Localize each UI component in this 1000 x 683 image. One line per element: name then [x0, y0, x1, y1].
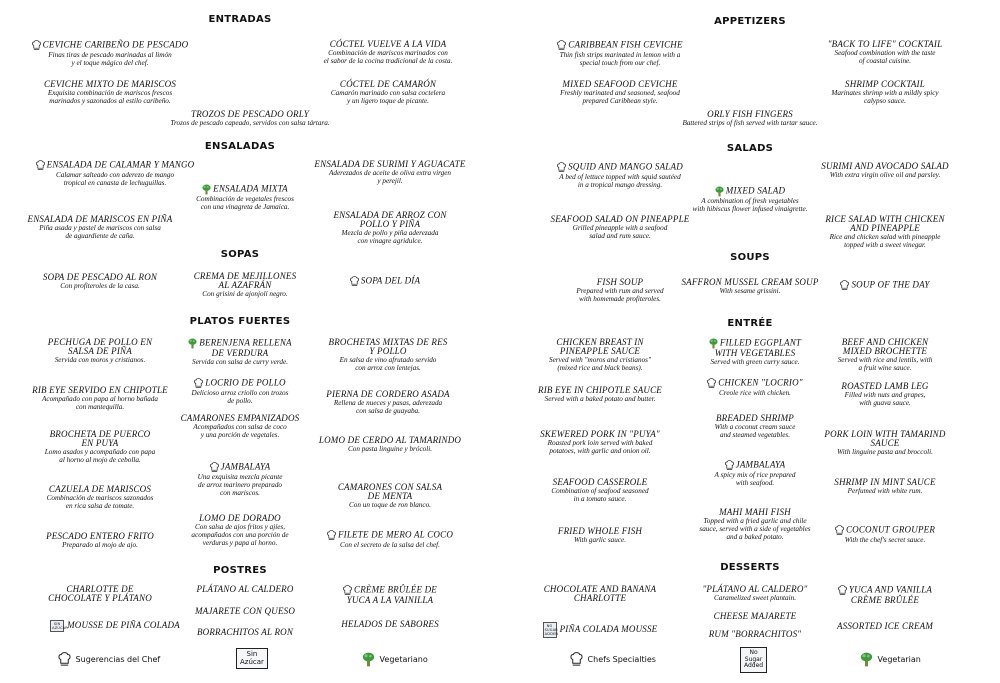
- menu-item-name-text: ASSORTED ICE CREAM: [836, 621, 934, 631]
- menu-item-name-text: JAMBALAYA: [220, 461, 271, 472]
- menu-item-description: Finas tiras de pescado marinadas al limón y el toque mágico del chef.: [48, 51, 172, 67]
- menu-item-description: Preparado al mojo de ajo.: [62, 541, 138, 549]
- menu-item-name: [510, 215, 730, 224]
- menu-item-majarete: [135, 607, 355, 616]
- menu-item-description: Served with rice and lentils, with a fruit wine sauce.: [837, 356, 933, 372]
- menu-item-name: [5, 160, 225, 171]
- menu-item-ens-mariscos: [0, 215, 210, 240]
- menu-item-name-text: RIB EYE SERVIDO EN CHIPOTLE: [32, 385, 168, 395]
- menu-item-name-text: SOPA DE PESCADO AL RON: [42, 272, 158, 282]
- chef-hat-icon: [725, 460, 734, 471]
- menu-item-name-text: SURIMI AND AVOCADO SALAD: [821, 161, 949, 171]
- menu-item-name-text: SOPA DEL DÍA: [360, 275, 421, 286]
- legend-sugar-free: [236, 648, 268, 669]
- menu-item-ens-arroz: [280, 211, 500, 245]
- legend-vegetarian-en: [860, 652, 921, 667]
- menu-item-sopa-dia: [275, 276, 495, 287]
- heading-salads: SALADS: [726, 143, 774, 154]
- legend-no-sugar: [740, 647, 767, 673]
- menu-item-name: [280, 211, 500, 229]
- menu-item-name: [0, 215, 210, 224]
- menu-item-name-text: CÓCTEL VUELVE A LA VIDA: [329, 39, 447, 49]
- menu-item-brochetas-mixtas: [278, 338, 498, 372]
- menu-item-description: Una exquisita mezcla picante de arroz marinero preparado con mariscos.: [197, 473, 283, 497]
- menu-item-name-text: MIXED SALAD: [725, 185, 786, 196]
- chef-hat-icon: [557, 40, 566, 51]
- menu-item-name-text: SEAFOOD CASSEROLE: [552, 477, 648, 487]
- menu-page-english: [500, 0, 1000, 683]
- menu-item-description: Servida con moros y cristianos.: [54, 356, 146, 364]
- menu-item-description: Freshly marinated and seasoned, seafood prepared Caribbean style.: [560, 89, 680, 105]
- menu-item-name: [490, 478, 710, 487]
- menu-item-name: [280, 530, 500, 541]
- menu-item-description: Prepared with rum and served with homemade profiteroles.: [576, 287, 664, 303]
- menu-item-coctel-camaron: [278, 80, 498, 105]
- menu-item-name: [135, 184, 355, 195]
- menu-item-name-text: BERENJENA RELLENA DE VERDURA: [199, 337, 292, 358]
- menu-item-description: Exquisita combinación de mariscos frescos marinados y sazonados al estilo caribeño.: [47, 89, 173, 105]
- menu-item-description: Trozos de pescado capeado, servidos con salsa tártara.: [170, 119, 330, 127]
- menu-item-description: Thin fish strips marinated in lemon with a special touch from our chef.: [559, 51, 681, 67]
- menu-item-name-text: CAMARONES EMPANIZADOS: [180, 413, 300, 423]
- menu-item-name: [775, 430, 995, 448]
- menu-item-name-text: YUCA AND VANILLA CRÈME BRÛLÉE: [848, 584, 933, 605]
- menu-item-seafood-pineapple: [510, 215, 730, 240]
- heading-appetizers: APPETIZERS: [714, 16, 786, 27]
- legend-chef-en: [570, 652, 656, 667]
- menu-item-name-text: CEVICHE CARIBEÑO DE PESCADO: [42, 39, 189, 50]
- legend-chef-label-en: Chefs Specialties: [587, 655, 656, 664]
- menu-item-description: Served with a baked potato and butter.: [544, 395, 656, 403]
- menu-item-cheese-majarete: [645, 612, 865, 621]
- menu-item-name: [490, 527, 710, 536]
- menu-item-coconut-grouper: [775, 525, 995, 544]
- menu-item-orly: [640, 110, 860, 127]
- heading-sopas: SOPAS: [220, 249, 260, 260]
- menu-item-description: With linguine pasta and broccoli.: [837, 448, 933, 456]
- sugar-free-icon: SIN AZÚCAR: [52, 622, 68, 630]
- menu-item-name-text: CHEESE MAJARETE: [713, 611, 797, 621]
- vegetarian-broccoli-icon: [715, 186, 724, 197]
- menu-item-name: [640, 110, 860, 119]
- menu-item-description: With the chef's secret sauce.: [844, 536, 926, 544]
- menu-item-beef-brochette: [775, 338, 995, 372]
- menu-item-name: [775, 162, 995, 171]
- menu-item-name: [0, 485, 210, 494]
- menu-item-description: Combinación de vegetales frescos con una vinagreta de Jamaica.: [196, 195, 294, 211]
- menu-item-mixed-salad: [640, 186, 860, 213]
- chef-hat-icon: [32, 40, 41, 51]
- menu-item-name-text: CÓCTEL DE CAMARÓN: [339, 79, 437, 89]
- menu-item-description: Aderezados de aceite de oliva extra virgen y perejil.: [328, 169, 451, 185]
- menu-item-name: [775, 622, 995, 631]
- menu-item-borrachitos: [135, 628, 355, 637]
- menu-item-name-text: RICE SALAD WITH CHICKEN AND PINEAPPLE: [825, 214, 945, 233]
- menu-item-name-text: PESCADO ENTERO FRITO: [46, 531, 154, 541]
- chef-hat-icon: [840, 280, 849, 291]
- menu-item-filete-mero: [280, 530, 500, 549]
- menu-item-rib-eye-en: [490, 386, 710, 403]
- menu-item-name: [775, 40, 995, 49]
- menu-item-name: [140, 110, 360, 119]
- menu-item-cazuela: [0, 485, 210, 510]
- menu-item-name: [280, 620, 500, 629]
- no-sugar-line2: Sugar: [744, 655, 763, 663]
- menu-item-description: Caramelized sweet plantain.: [713, 594, 797, 602]
- no-sugar-line3: Added: [744, 662, 764, 669]
- menu-item-description: Calamar salteado con aderezo de mango tropical en canasta de lechuguillas.: [55, 171, 175, 187]
- menu-item-ens-mixta: [135, 184, 355, 211]
- menu-item-name: [510, 162, 730, 173]
- menu-item-name: [0, 532, 210, 541]
- menu-item-name-text: SKEWERED PORK IN "PUYA": [540, 429, 660, 439]
- menu-item-name-text: MOUSSE DE PIÑA COLADA: [67, 620, 180, 631]
- menu-item-description: Filled with nuts and grapes, with guava sauce.: [844, 391, 926, 407]
- menu-item-trozos-orly: [140, 110, 360, 127]
- legend-vegetarian: [362, 652, 428, 667]
- menu-item-description: Combination of seafood seasoned in a tomato sauce.: [551, 487, 649, 503]
- menu-item-name: [775, 478, 995, 487]
- menu-item-name-text: SOUP OF THE DAY: [851, 279, 930, 290]
- menu-item-name: [645, 630, 865, 639]
- legend-vegetarian-label: Vegetariano: [379, 655, 428, 664]
- menu-item-name: [275, 276, 495, 287]
- menu-item-description: With sesame grissini.: [719, 287, 781, 295]
- menu-item-description: Rellena de nueces y pasas, aderezada con salsa de guayaba.: [333, 399, 443, 415]
- menu-item-rib-eye: [0, 386, 210, 411]
- menu-item-name: [775, 338, 995, 356]
- menu-item-description: Delicioso arroz criollo con trozos de pollo.: [191, 389, 289, 405]
- heading-soups: SOUPS: [730, 252, 770, 263]
- menu-item-pork-skewered: [490, 430, 710, 455]
- menu-item-description: Served with green curry sauce.: [710, 358, 800, 366]
- menu-item-name-text: ROASTED LAMB LEG: [841, 381, 929, 391]
- menu-item-name: [645, 612, 865, 621]
- legend-chef-label: Sugerencias del Chef: [75, 655, 161, 664]
- menu-item-description: Servida con salsa de curry verde.: [192, 358, 288, 366]
- legend-vegetarian-label-en: Vegetarian: [877, 655, 921, 664]
- menu-item-description: Con un toque de ron blanco.: [349, 501, 431, 509]
- menu-item-description: Con grisini de ajonjolí negro.: [202, 290, 288, 298]
- menu-item-name: [775, 215, 995, 233]
- menu-item-name: [278, 40, 498, 49]
- menu-item-name-text: JAMBALAYA: [735, 459, 786, 470]
- menu-item-creme-brulee: [280, 585, 500, 605]
- menu-item-pierna-cordero: [278, 390, 498, 415]
- heading-postres: POSTRES: [213, 565, 267, 576]
- menu-item-name: [0, 40, 220, 51]
- menu-item-description: Creole rice with chicken.: [719, 389, 791, 397]
- menu-item-name: [775, 382, 995, 391]
- chef-hat-icon: [210, 462, 219, 473]
- menu-item-name: [775, 585, 995, 605]
- menu-item-name: [280, 585, 500, 605]
- menu-item-name-text: PIERNA DE CORDERO ASADA: [326, 389, 450, 399]
- menu-item-name-text: CARIBBEAN FISH CEVICHE: [568, 39, 683, 50]
- menu-item-name: [280, 436, 500, 445]
- sugar-free-icon: NO SUGAR ADDED: [544, 624, 559, 636]
- menu-item-whole-fish: [490, 527, 710, 544]
- menu-item-name: [0, 386, 210, 395]
- no-sugar-line1: No: [749, 649, 758, 656]
- menu-item-name-text: LOMO DE CERDO AL TAMARINDO: [318, 435, 462, 445]
- menu-item-carib-ceviche: [510, 40, 730, 67]
- chef-hat-icon: [36, 160, 45, 171]
- menu-item-description: Grilled pineapple with a seafood salad and rum sauce.: [572, 224, 668, 240]
- menu-item-description: Acompañado con papa al horno bañada con mantequilla.: [42, 395, 158, 411]
- no-sugar-icon: [740, 647, 767, 673]
- menu-item-name-text: SHRIMP IN MINT SAUCE: [834, 477, 936, 487]
- menu-item-name-text: CAMARONES CON SALSA DE MENTA: [337, 482, 443, 501]
- menu-item-name-text: BROCHETA DE PUERCO EN PUYA: [49, 429, 151, 448]
- menu-item-name-text: CREMA DE MEJILLONES AL AZAFRÁN: [193, 271, 297, 290]
- menu-item-name-text: ORLY FISH FINGERS: [707, 109, 793, 119]
- menu-item-name-text: FISH SOUP: [596, 277, 644, 287]
- menu-item-description: Topped with a fried garlic and chile sauce, served with a side of vegetables and a baked potato.: [699, 517, 811, 541]
- menu-item-name-text: "PLÁTANO AL CALDERO": [702, 584, 808, 594]
- menu-item-name: [278, 80, 498, 89]
- menu-item-name-text: SQUID AND MANGO SALAD: [568, 161, 683, 172]
- heading-ensaladas: ENSALADAS: [204, 141, 276, 152]
- menu-item-name-text: CHICKEN BREAST IN PINEAPPLE SAUCE: [556, 337, 644, 356]
- menu-item-brocheta-puerco: [0, 430, 210, 464]
- menu-item-name-text: LOMO DE DORADO: [199, 513, 281, 523]
- menu-item-name-text: RIB EYE IN CHIPOTLE SAUCE: [538, 385, 662, 395]
- menu-item-name: [130, 414, 350, 423]
- chef-hat-icon: [838, 585, 847, 596]
- menu-item-description: Marinates shrimp with a mildly spicy calypso sauce.: [831, 89, 939, 105]
- menu-item-description: With extra virgin olive oil and parsley.: [829, 171, 941, 179]
- menu-item-description: Mezcla de pollo y piña aderezada con vinagre agridulce.: [341, 229, 439, 245]
- menu-item-description: Lomo asados y acompañado con papa al horno al mojo de cebolla.: [44, 448, 156, 464]
- menu-item-name: [490, 386, 710, 395]
- menu-item-coctel-vida: [278, 40, 498, 65]
- menu-item-pork-loin: [775, 430, 995, 456]
- menu-item-description: Perfumed with white rum.: [847, 487, 923, 495]
- menu-item-description: Camarón marinado con salsa coctelera y un ligero toque de picante.: [330, 89, 446, 105]
- menu-item-yuca-brulee: [775, 585, 995, 605]
- menu-item-camarones-menta: [280, 483, 500, 509]
- menu-item-description: A spicy mix of rice prepared with seafood.: [714, 471, 796, 487]
- menu-item-description: A combination of fresh vegetables with hibiscus flower infused vinaigrette.: [692, 197, 808, 213]
- menu-item-name: [510, 40, 730, 51]
- menu-item-name-text: MAJARETE CON QUESO: [194, 606, 296, 616]
- menu-item-squid-salad: [510, 162, 730, 189]
- menu-item-description: Con pasta linguine y brócoli.: [347, 445, 433, 453]
- vegetarian-broccoli-icon: [202, 184, 211, 195]
- menu-item-name-text: LOCRIO DE POLLO: [205, 377, 286, 388]
- chef-hat-icon: [835, 525, 844, 536]
- menu-item-name-text: FILLED EGGPLANT WITH VEGETABLES: [714, 337, 802, 358]
- menu-item-ens-calamar: [5, 160, 225, 187]
- menu-item-name-text: ENSALADA MIXTA: [213, 183, 288, 194]
- heading-platos-fuertes: PLATOS FUERTES: [189, 316, 291, 327]
- menu-item-name: [130, 462, 350, 473]
- menu-item-description: Con el secreto de la salsa del chef.: [340, 541, 440, 549]
- menu-item-name-text: HELADOS DE SABORES: [341, 619, 439, 629]
- menu-item-name: [775, 280, 995, 291]
- menu-item-shrimp-cocktail: [775, 80, 995, 105]
- chef-hat-icon: [557, 162, 566, 173]
- menu-item-name: [135, 628, 355, 637]
- menu-item-name-text: MAHI MAHI FISH: [719, 507, 791, 517]
- menu-item-lamb-leg: [775, 382, 995, 407]
- menu-item-description: Battered strips of fish served with tartar sauce.: [682, 119, 818, 127]
- menu-item-name: [645, 508, 865, 517]
- sugar-free-line1: Sin: [246, 650, 258, 658]
- menu-item-name-text: RUM "BORRACHITOS": [708, 629, 802, 639]
- chef-hat-icon: [58, 652, 71, 667]
- menu-item-description: A bed of lettuce topped with squid sautéed in a tropical mango dressing.: [559, 173, 681, 189]
- menu-item-name: [280, 160, 500, 169]
- menu-item-description: Piña asada y pastel de mariscos con salsa de aguardiente de caña.: [39, 224, 161, 240]
- menu-item-description: Acompañados con salsa de coco y una porción de vegetales.: [193, 423, 287, 439]
- vegetarian-broccoli-icon: [188, 338, 197, 349]
- sugar-free-icon: [236, 648, 268, 669]
- menu-item-lomo-cerdo: [280, 436, 500, 453]
- menu-item-name-text: CAZUELA DE MARISCOS: [48, 484, 152, 494]
- menu-item-name-text: BROCHETAS MIXTAS DE RES Y POLLO: [328, 337, 448, 356]
- menu-item-name-text: CEVICHE MIXTO DE MARISCOS: [43, 79, 177, 89]
- menu-item-name-text: CHARLOTTE DE CHOCOLATE Y PLÁTANO: [48, 584, 152, 603]
- vegetarian-broccoli-icon: [362, 652, 375, 667]
- menu-item-shrimp-mint: [775, 478, 995, 495]
- menu-item-name-text: MIXED SEAFOOD CEVICHE: [562, 79, 678, 89]
- menu-item-name: [775, 525, 995, 536]
- menu-item-name: [280, 483, 500, 501]
- menu-item-mixed-ceviche: [510, 80, 730, 105]
- menu-item-ens-surimi: [280, 160, 500, 185]
- chef-hat-icon: [570, 652, 583, 667]
- menu-item-name-text: ENSALADA DE MARISCOS EN PIÑA: [27, 214, 173, 224]
- chef-hat-icon: [350, 276, 359, 287]
- menu-item-name-text: BORRACHITOS AL RON: [196, 627, 294, 637]
- menu-item-seafood-casserole: [490, 478, 710, 503]
- menu-item-description: With garlic sauce.: [573, 536, 627, 544]
- sugar-free-line2: Azúcar: [240, 657, 264, 666]
- menu-item-name-text: FILETE DE MERO AL COCO: [337, 529, 454, 540]
- menu-item-name-text: CHICKEN "LOCRIO": [718, 377, 803, 388]
- legend-chef: [58, 652, 160, 667]
- menu-item-ceviche-mixto: [0, 80, 220, 105]
- menu-item-name-text: ENSALADA DE SURIMI Y AGUACATE: [314, 159, 466, 169]
- menu-item-name-text: "BACK TO LIFE" COCKTAIL: [827, 39, 943, 49]
- vegetarian-broccoli-icon: [860, 652, 873, 667]
- heading-entradas: ENTRADAS: [208, 14, 272, 25]
- menu-item-name-text: BEEF AND CHICKEN MIXED BROCHETTE: [841, 337, 929, 356]
- menu-item-description: With a coconut cream sauce and steamed vegetables.: [714, 423, 796, 439]
- menu-item-rum-borrachitos: [645, 630, 865, 639]
- menu-item-name-text: COCONUT GROUPER: [845, 524, 936, 535]
- menu-item-name: [645, 414, 865, 423]
- menu-item-description: Combinación de mariscos sazonados en rica salsa de tomate.: [46, 494, 154, 510]
- menu-item-name-text: SHRIMP COCKTAIL: [845, 79, 925, 89]
- menu-item-back-to-life: [775, 40, 995, 65]
- menu-item-soup-day: [775, 280, 995, 291]
- menu-item-pescado-frito: [0, 532, 210, 549]
- menu-item-name: [278, 390, 498, 399]
- menu-item-ceviche-caribeno: [0, 40, 220, 67]
- menu-item-description: Served with "moros and cristianos" (mixed rice and black beans).: [548, 356, 651, 372]
- menu-item-description: En salsa de vino afrutado servido con arroz con lentejas.: [339, 356, 437, 372]
- menu-item-name: [130, 514, 350, 523]
- menu-item-description: Combinación de mariscos marinados con el sabor de la cocina tradicional de la costa.: [323, 49, 453, 65]
- menu-item-name: [135, 607, 355, 616]
- menu-item-name-text: PORK LOIN WITH TAMARIND SAUCE: [824, 429, 946, 448]
- menu-item-name-text: CHOCOLATE AND BANANA CHARLOTTE: [543, 584, 657, 603]
- menu-item-name-text: FRIED WHOLE FISH: [557, 526, 643, 536]
- menu-item-name-text: PECHUGA DE POLLO EN SALSA DE PIÑA: [47, 337, 153, 356]
- menu-item-name: [640, 186, 860, 197]
- menu-item-name: [490, 430, 710, 439]
- menu-item-description: Con profiteroles de la casa.: [60, 282, 140, 290]
- menu-item-helados: [280, 620, 500, 629]
- menu-item-name-text: CRÈME BRÛLÉE DE YUCA A LA VAINILLA: [346, 584, 437, 605]
- menu-item-name: [775, 80, 995, 89]
- menu-item-name: [645, 460, 865, 471]
- menu-item-name-text: PIÑA COLADA MOUSSE: [559, 624, 658, 635]
- menu-item-description: Rice and chicken salad with pineapple topped with a sweet vinegar.: [829, 233, 941, 249]
- menu-item-name-text: BREADED SHRIMP: [715, 413, 795, 423]
- menu-item-surimi-salad: [775, 162, 995, 179]
- menu-item-rice-salad: [775, 215, 995, 249]
- menu-item-name-text: PLÁTANO AL CALDERO: [196, 584, 294, 594]
- menu-item-name-text: SAFFRON MUSSEL CREAM SOUP: [681, 277, 819, 287]
- menu-item-name: [278, 338, 498, 356]
- menu-item-name-text: ENSALADA DE CALAMAR Y MANGO: [46, 159, 195, 170]
- menu-item-name: [510, 80, 730, 89]
- menu-item-description: Roasted pork loin served with baked potatoes, with garlic and onion oil.: [547, 439, 653, 455]
- menu-item-name-text: ENSALADA DE ARROZ CON POLLO Y PIÑA: [333, 210, 447, 229]
- menu-item-description: Seafood combination with the taste of coastal cuisine.: [834, 49, 936, 65]
- menu-item-description: Con salsa de ajos fritos y ajíes, acompañados con una porción de verduras y papa al horno.: [191, 523, 289, 547]
- menu-item-name-text: TROZOS DE PESCADO ORLY: [191, 109, 309, 119]
- heading-entree: ENTRÉE: [727, 318, 773, 329]
- menu-item-name-text: SEAFOOD SALAD ON PINEAPPLE: [550, 214, 690, 224]
- menu-item-name: [0, 430, 210, 448]
- chef-hat-icon: [327, 530, 336, 541]
- heading-desserts: DESSERTS: [720, 562, 780, 573]
- menu-item-ice-cream: [775, 622, 995, 631]
- menu-item-name: [0, 80, 220, 89]
